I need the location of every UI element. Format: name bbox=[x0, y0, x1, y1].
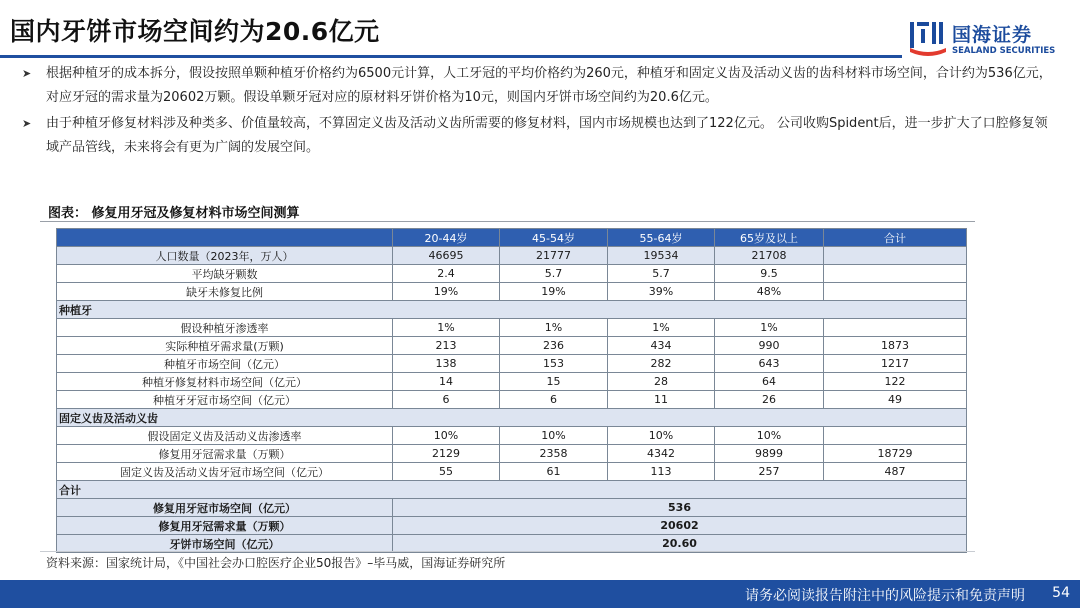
table-cell: 28 bbox=[608, 373, 715, 391]
table-cell: 236 bbox=[500, 337, 608, 355]
row-label: 实际种植牙需求量(万颗) bbox=[57, 337, 393, 355]
table-cell: 18729 bbox=[824, 445, 967, 463]
source-divider bbox=[40, 551, 975, 552]
table-cell: 11 bbox=[608, 391, 715, 409]
source-note: 资料来源：国家统计局，《中国社会办口腔医疗企业50报告》–毕马威，国海证券研究所 bbox=[46, 556, 506, 570]
table-cell bbox=[824, 265, 967, 283]
table-cell: 61 bbox=[500, 463, 608, 481]
table-cell: 9899 bbox=[715, 445, 824, 463]
table-cell: 2129 bbox=[393, 445, 500, 463]
header-cell: 45-54岁 bbox=[500, 229, 608, 247]
section-row-denture bbox=[57, 409, 967, 427]
bullet-item bbox=[20, 62, 1060, 110]
header-cell: 55-64岁 bbox=[608, 229, 715, 247]
row-label: 固定义齿及活动义齿牙冠市场空间（亿元） bbox=[57, 463, 393, 481]
row-label: 平均缺牙颗数 bbox=[57, 265, 393, 283]
table-cell: 39% bbox=[608, 283, 715, 301]
page-number: 54 bbox=[1052, 585, 1070, 601]
logo-chinese-name: 国海证券 bbox=[952, 24, 1033, 46]
table-cell bbox=[824, 247, 967, 265]
bullet-arrow-icon: ➤ bbox=[22, 67, 32, 80]
table-cell: 6 bbox=[393, 391, 500, 409]
market-estimate-table bbox=[56, 228, 967, 553]
table-cell: 10% bbox=[500, 427, 608, 445]
row-label: 人口数量（2023年，万人） bbox=[57, 247, 393, 265]
row-label: 种植牙修复材料市场空间（亿元） bbox=[57, 373, 393, 391]
table-cell: 15 bbox=[500, 373, 608, 391]
figure-title: 图表： 修复用牙冠及修复材料市场空间测算 bbox=[48, 206, 300, 221]
table-cell: 10% bbox=[715, 427, 824, 445]
section-row-total bbox=[57, 481, 967, 499]
table-cell: 49 bbox=[824, 391, 967, 409]
table-cell: 26 bbox=[715, 391, 824, 409]
merged-total-cell: 20602 bbox=[393, 517, 967, 535]
table-cell: 19534 bbox=[608, 247, 715, 265]
table-row bbox=[57, 337, 967, 355]
total-row bbox=[57, 499, 967, 517]
bullet-text: 由于种植牙修复材料涉及种类多、价值量较高，不算固定义齿及活动义齿所需要的修复材料，国内市场规模也达到了122亿元。 公司收购Spident后，进一步扩大了口腔修复领域产品管线，未来将会有更为广阔的发展空间。 bbox=[46, 116, 1048, 155]
table-cell bbox=[824, 319, 967, 337]
slide-title: 国内牙饼市场空间约为20.6亿元 bbox=[10, 17, 380, 46]
row-label: 牙饼市场空间（亿元） bbox=[57, 535, 393, 553]
table-cell: 64 bbox=[715, 373, 824, 391]
table-cell: 9.5 bbox=[715, 265, 824, 283]
table-cell: 990 bbox=[715, 337, 824, 355]
table-cell: 2.4 bbox=[393, 265, 500, 283]
table-cell bbox=[824, 427, 967, 445]
header-cell: 合计 bbox=[824, 229, 967, 247]
bullet-text: 根据种植牙的成本拆分，假设按照单颗种植牙价格约为6500元计算，人工牙冠的平均价格约为260元，种植牙和固定义齿及活动义齿的齿科材料市场空间，合计约为536亿元，对应牙冠的需求量为20602万颗。假设单颗牙冠对应的原材料牙饼价格为10元，则国内牙饼市场空间约为20.6亿元。 bbox=[46, 66, 1052, 105]
header-cell: 65岁及以上 bbox=[715, 229, 824, 247]
table-cell: 10% bbox=[608, 427, 715, 445]
table-cell: 14 bbox=[393, 373, 500, 391]
table-row bbox=[57, 427, 967, 445]
table-cell: 21708 bbox=[715, 247, 824, 265]
row-label: 缺牙未修复比例 bbox=[57, 283, 393, 301]
table-cell: 5.7 bbox=[500, 265, 608, 283]
section-row-implant bbox=[57, 301, 967, 319]
row-label: 种植牙市场空间（亿元） bbox=[57, 355, 393, 373]
table-cell: 5.7 bbox=[608, 265, 715, 283]
table-row bbox=[57, 283, 967, 301]
sealand-logo-icon bbox=[908, 18, 948, 58]
slide-header bbox=[0, 0, 1080, 58]
table-row bbox=[57, 265, 967, 283]
table-cell: 1% bbox=[500, 319, 608, 337]
bullet-item bbox=[20, 112, 1060, 160]
section-label: 固定义齿及活动义齿 bbox=[57, 409, 967, 427]
section-label: 合计 bbox=[57, 481, 967, 499]
table-cell: 1% bbox=[393, 319, 500, 337]
table-cell: 257 bbox=[715, 463, 824, 481]
table-cell bbox=[824, 283, 967, 301]
table-cell: 6 bbox=[500, 391, 608, 409]
figure-title-rule bbox=[40, 221, 975, 222]
table-row bbox=[57, 319, 967, 337]
table-cell: 48% bbox=[715, 283, 824, 301]
footer-bar bbox=[0, 580, 1080, 608]
bullet-arrow-icon: ➤ bbox=[22, 117, 32, 130]
table-cell: 487 bbox=[824, 463, 967, 481]
table-cell: 2358 bbox=[500, 445, 608, 463]
row-label: 修复用牙冠需求量（万颗） bbox=[57, 517, 393, 535]
company-logo bbox=[908, 18, 1068, 60]
table-cell: 434 bbox=[608, 337, 715, 355]
header-cell: 20-44岁 bbox=[393, 229, 500, 247]
table-row bbox=[57, 355, 967, 373]
table-header-row bbox=[57, 229, 967, 247]
total-row bbox=[57, 517, 967, 535]
table-cell: 1% bbox=[608, 319, 715, 337]
table-cell: 1217 bbox=[824, 355, 967, 373]
table-cell: 21777 bbox=[500, 247, 608, 265]
table-cell: 19% bbox=[500, 283, 608, 301]
table-cell: 153 bbox=[500, 355, 608, 373]
table-row bbox=[57, 391, 967, 409]
row-label: 修复用牙冠市场空间（亿元） bbox=[57, 499, 393, 517]
section-label: 种植牙 bbox=[57, 301, 967, 319]
table-cell: 10% bbox=[393, 427, 500, 445]
table-cell: 122 bbox=[824, 373, 967, 391]
disclaimer-note: 请务必阅读报告附注中的风险提示和免责声明 bbox=[745, 588, 1025, 604]
table-cell: 19% bbox=[393, 283, 500, 301]
table-cell: 282 bbox=[608, 355, 715, 373]
table-cell: 643 bbox=[715, 355, 824, 373]
table-cell: 46695 bbox=[393, 247, 500, 265]
logo-english-name: SEALAND SECURITIES bbox=[952, 46, 1056, 56]
bullet-list bbox=[20, 62, 1060, 162]
table-cell: 1873 bbox=[824, 337, 967, 355]
table-row bbox=[57, 373, 967, 391]
table-cell: 1% bbox=[715, 319, 824, 337]
row-label: 假设种植牙渗透率 bbox=[57, 319, 393, 337]
table-cell: 4342 bbox=[608, 445, 715, 463]
market-estimate-table-container bbox=[56, 228, 966, 553]
row-label: 修复用牙冠需求量（万颗） bbox=[57, 445, 393, 463]
table-cell: 138 bbox=[393, 355, 500, 373]
merged-total-cell: 536 bbox=[393, 499, 967, 517]
merged-total-cell: 20.60 bbox=[393, 535, 967, 553]
table-cell: 213 bbox=[393, 337, 500, 355]
total-row bbox=[57, 535, 967, 553]
title-underline bbox=[0, 55, 902, 58]
header-cell bbox=[57, 229, 393, 247]
table-row bbox=[57, 247, 967, 265]
row-label: 种植牙牙冠市场空间（亿元） bbox=[57, 391, 393, 409]
table-row bbox=[57, 463, 967, 481]
table-cell: 113 bbox=[608, 463, 715, 481]
table-cell: 55 bbox=[393, 463, 500, 481]
table-row bbox=[57, 445, 967, 463]
row-label: 假设固定义齿及活动义齿渗透率 bbox=[57, 427, 393, 445]
